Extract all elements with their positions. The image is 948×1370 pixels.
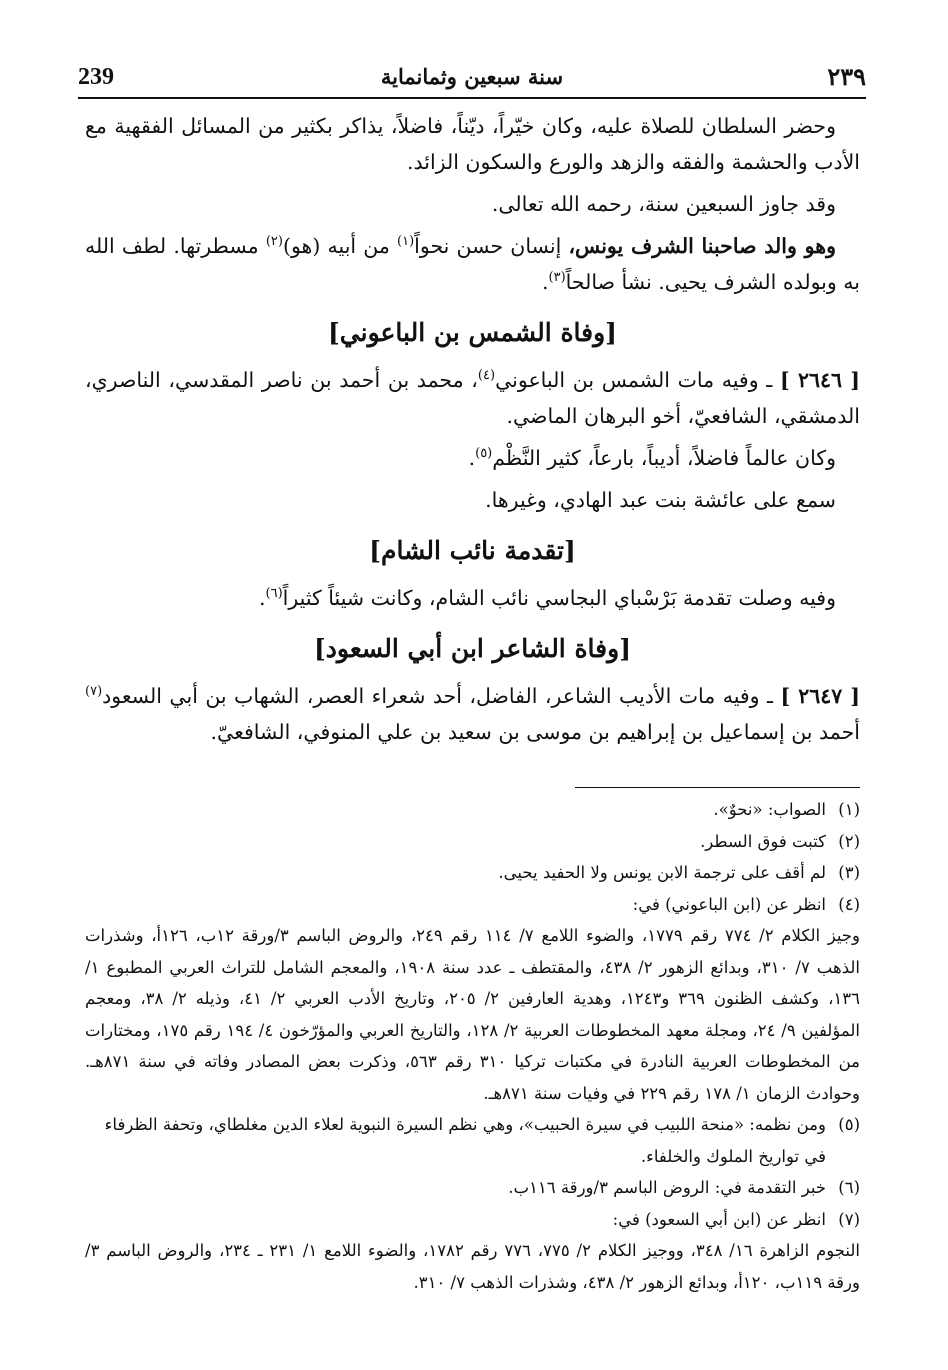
gift-text-a: وفيه وصلت تقدمة بَرْسْباي البجاسي نائب الشام، وكانت شيئاً كثيراً <box>282 586 836 610</box>
page-number-latin: 239 <box>78 64 114 90</box>
entry-2647-text-a: ـ وفيه مات الأديب الشاعر، الفاضل، أحد شعراء العصر، الشهاب بن أبي السعود <box>102 684 781 708</box>
section-heading-baouni: [وفاة الشمس بن الباعوني] <box>327 318 618 347</box>
footnote-divider <box>575 787 860 788</box>
section-heading-gift: [تقدمة نائب الشام] <box>369 536 576 565</box>
footnote-5 <box>85 1109 860 1172</box>
footnote-text: ومن نظمه: «منحة اللبيب في سيرة الحبيب»، وهي نظم السيرة النبوية لعلاء الدين مغلطاي، وتحفة الظرفاء في تواريخ الملوك والخلفاء. <box>104 1115 826 1166</box>
footnote-number: (٦) <box>838 1178 860 1197</box>
paragraph-gift <box>85 580 860 616</box>
footnote-number: (٣) <box>838 863 860 882</box>
father-text-a: إنسان حسن نحواً <box>414 234 569 258</box>
entry-2646-text-a: ـ وفيه مات الشمس بن الباعوني <box>495 368 780 392</box>
father-name: وهو والد صاحبنا الشرف يونس، <box>568 234 836 258</box>
footnote-text: انظر عن (ابن الباعوني) في: <box>632 894 826 914</box>
footnote-6 <box>85 1172 860 1204</box>
header-divider <box>78 97 866 99</box>
paragraph-scholar <box>85 440 860 476</box>
footnote-ref-3: (٣) <box>548 270 566 286</box>
entry-2647-text-b: أحمد بن إسماعيل بن إبراهيم بن موسى بن سعيد بن علي المنوفي، الشافعيّ. <box>210 720 860 744</box>
footnote-4 <box>85 889 860 921</box>
page-header <box>78 58 866 94</box>
entry-number-2647: [ ٢٦٤٧ ] <box>780 684 860 708</box>
paragraph-prayer: وحضر السلطان للصلاة عليه، وكان خيّراً، ديّناً، فاضلاً، يذاكر بكثير من المسائل الفقهية مع الأدب والحشمة والفقه والزهد والورع والسكون الزائد. <box>85 114 860 174</box>
entry-2646 <box>85 362 860 434</box>
page-number-arabic: ٢٣٩ <box>827 62 866 91</box>
footnote-number: (٤) <box>838 894 860 914</box>
entry-2646-text-b: ، محمد بن أحمد بن ناصر المقدسي، الناصري، الدمشقي، الشافعيّ، أخو البرهان الماضي. <box>85 368 860 428</box>
paragraph-heard: سمع على عائشة بنت عبد الهادي، وغيرها. <box>485 488 836 512</box>
footnote-ref-4: (٤) <box>477 368 496 384</box>
paragraph-father <box>85 228 860 300</box>
footnote-1 <box>85 794 860 826</box>
father-text-b: من أبيه (هو) <box>282 234 398 258</box>
scholar-text-b: . <box>468 446 476 470</box>
footnote-ref-7: (٧) <box>85 684 103 700</box>
footnote-number: (١) <box>838 800 860 819</box>
footnote-3 <box>85 857 860 889</box>
section-heading-poet: [وفاة الشاعر ابن أبي السعود] <box>313 634 632 663</box>
footnote-ref-6: (٦) <box>265 586 283 602</box>
footnote-7 <box>85 1204 860 1236</box>
entry-2647 <box>85 678 860 750</box>
father-text-c: مسطرتها. لطف الله به وبولده الشرف يحيى. نشأ صالحاً <box>85 234 860 294</box>
footnote-text: انظر عن (ابن أبي السعود) في: <box>612 1209 826 1229</box>
footnote-number: (٧) <box>838 1209 860 1229</box>
scholar-text-a: وكان عالماً فاضلاً، أديباً، بارعاً، كثير النَّظْم <box>492 446 836 470</box>
footnote-text: كتبت فوق السطر. <box>700 831 826 851</box>
main-text <box>85 108 860 756</box>
footnote-4-sources: وجيز الكلام ٢/ ٧٧٤ رقم ١٧٧٩، والضوء اللامع ٧/ ١١٤ رقم ٢٤٩، والروض الباسم ٣/ورقة ١٢ب، ١٢٦أ، وشذرات الذهب ٧/ ٣١٠، وبدائع الزهور ٢/ ٤٣٨، والمقتطف ـ عدد سنة ١٩٠٨، والمعجم الشامل للتراث العربي المطبوع ١/ ١٣٦، وكشف الظنون ٣٦٩ و١٢٤٣، وهدية العارفين ٢/ ٢٠٥، وتاريخ الأدب العربي ٢/ ٤١، وذيله ٢/ ٣٨، ومعجم المؤلفين ٩/ ٢٤، ومجلة معهد المخطوطات العربية ٢/ ١٢٨، والتاريخ العربي والمؤرّخون ٤/ ١٩٤ رقم ١٧٥، ومختارات من المخطوطات العربية النادرة في مكتبات تركيا ٣١٠ رقم ٥٦٣، وذكرت بعض المصادر وفاته في سنة ٨٧١هـ. وحوادث الزمان ١/ ١٧٨ رقم ٢٢٩ في وفيات سنة ٨٧١هـ. <box>85 926 861 1103</box>
gift-text-b: . <box>258 586 266 610</box>
footnote-2 <box>85 826 860 858</box>
father-text-d: . <box>541 270 549 294</box>
footnote-text: لم أقف على ترجمة الابن يونس ولا الحفيد يحيى. <box>498 863 826 882</box>
footnote-number: (٢) <box>838 831 860 851</box>
footnote-ref-2: (٢) <box>265 234 283 250</box>
footnote-ref-1: (١) <box>397 234 415 250</box>
footnotes <box>85 794 860 1298</box>
footnote-number: (٥) <box>838 1115 860 1134</box>
running-title: سنة سبعين وثمانماية <box>380 64 564 89</box>
footnote-ref-5: (٥) <box>475 446 493 462</box>
footnote-7-sources: النجوم الزاهرة ١٦/ ٣٤٨، ووجيز الكلام ٢/ ٧٧٥، ٧٧٦ رقم ١٧٨٢، والضوء اللامع ١/ ٢٣١ ـ ٢٣٤، والروض الباسم ٣/ورقة ١١٩ب، ١٢٠أ، وبدائع الزهور ٢/ ٤٣٨، وشذرات الذهب ٧/ ٣١٠. <box>85 1241 860 1292</box>
footnote-text: الصواب: «نحوٌ». <box>713 800 826 819</box>
paragraph-age: وقد جاوز السبعين سنة، رحمه الله تعالى. <box>491 192 836 216</box>
footnote-text: خبر التقدمة في: الروض الباسم ٣/ورقة ١١٦ب. <box>508 1178 826 1197</box>
entry-number-2646: [ ٢٦٤٦ ] <box>779 368 860 392</box>
